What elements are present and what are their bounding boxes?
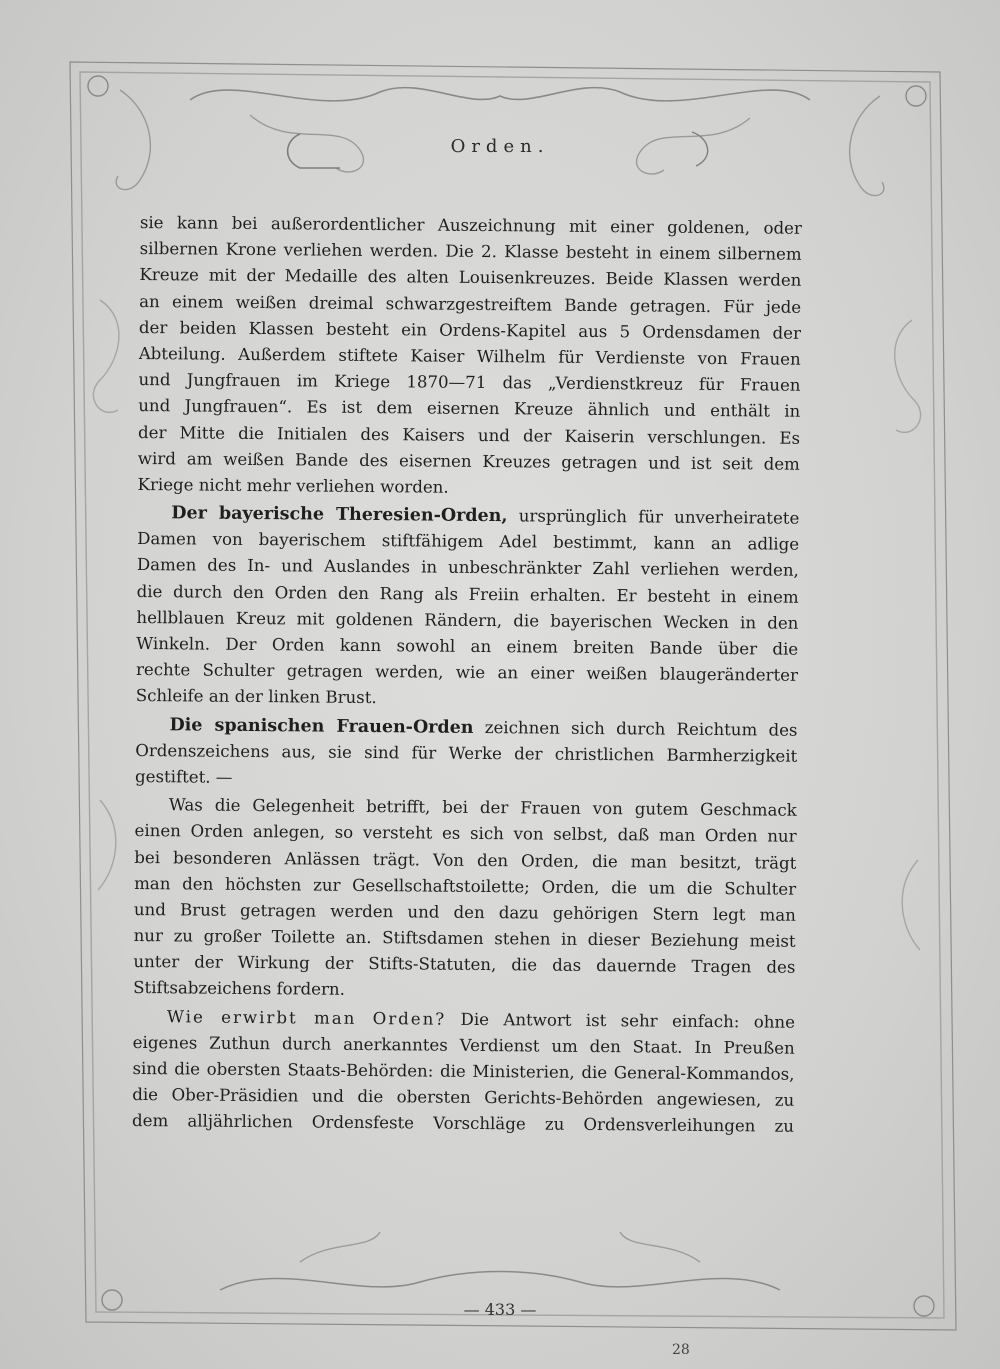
text-line: Schleife an der linken Brust. bbox=[135, 686, 377, 708]
text-line: man den höchsten zur Gesellschaftstoilette; Orden, die um die Schulter bbox=[134, 873, 797, 899]
paragraph-2 bbox=[136, 500, 800, 715]
text-line: Stiftsabzeichens fordern. bbox=[133, 978, 346, 1000]
text-run: ursprünglich für unverheiratete bbox=[518, 506, 800, 528]
running-head: Orden. bbox=[450, 136, 550, 157]
text-line: Kriege nicht mehr verliehen worden. bbox=[137, 474, 449, 497]
text-line: Winkeln. Der Orden kann sowohl an einem breiten Bande über die bbox=[136, 633, 799, 659]
text-line: dem alljährlichen Ordensfeste Vorschläge zu Ordensverleihungen zu bbox=[131, 1111, 795, 1137]
text-line: Damen von bayerischem stiftfähigem Adel bestimmt, kann an adlige bbox=[137, 529, 800, 555]
text-line: hellblauen Kreuz mit goldenen Rändern, die bayerischen Wecken in den bbox=[136, 607, 799, 633]
signature-mark: 28 bbox=[672, 1342, 690, 1358]
paragraph-5 bbox=[132, 1004, 795, 1141]
spaced-question: Wie erwirbt man Orden? bbox=[166, 1006, 447, 1029]
text-line: und Jungfrauen“. Es ist dem eisernen Kreuze ähnlich und enthält in bbox=[138, 396, 801, 422]
text-line: sie kann bei außerordentlicher Auszeichnung mit einer goldenen, oder bbox=[139, 212, 802, 238]
text-line: die Ober-Präsidien und die obersten Gerichts-Behörden angewiesen, zu bbox=[132, 1085, 795, 1110]
section-heading: Die spanischen Frauen-Orden bbox=[169, 714, 474, 738]
text-line: Abteilung. Außerdem stiftete Kaiser Wilhelm für Verdienste von Frauen bbox=[138, 343, 801, 369]
text-line: bei besonderen Anlässen trägt. Von den Orden, die man besitzt, trägt bbox=[134, 847, 797, 873]
page-number: — 433 — bbox=[463, 1300, 537, 1319]
text-line: die durch den Orden den Rang als Freiin erhalten. Er besteht in einem bbox=[136, 581, 799, 607]
paragraph-3 bbox=[135, 712, 798, 796]
text-line: wird am weißen Bande des eisernen Kreuzes getragen und ist seit dem bbox=[137, 448, 800, 474]
text-line: Ordenszeichens aus, sie sind für Werke der christlichen Barmherzigkeit bbox=[135, 740, 798, 766]
text-run: Die Antwort ist sehr einfach: ohne bbox=[460, 1009, 796, 1032]
text-line: Kreuze mit der Medaille des alten Louisenkreuzes. Beide Klassen werden bbox=[139, 265, 802, 291]
text-line: silbernen Krone verliehen werden. Die 2. Klasse besteht in einem silbernem bbox=[139, 239, 802, 264]
text-run: zeichnen sich durch Reichtum des bbox=[484, 717, 798, 740]
text-line: eigenes Zuthun durch anerkanntes Verdienst um den Staat. In Preußen bbox=[132, 1032, 795, 1058]
text-line: Was die Gelegenheit betrifft, bei der Frauen von gutem Geschmack bbox=[168, 795, 797, 820]
text-line: und Jungfrauen im Kriege 1870—71 das „Verdienstkreuz für Frauen bbox=[138, 370, 801, 395]
paragraph-1 bbox=[137, 210, 801, 504]
text-line: der beiden Klassen besteht ein Ordens-Kapitel aus 5 Ordensdamen der bbox=[138, 317, 802, 343]
paragraph-4 bbox=[133, 792, 797, 1007]
text-line: rechte Schulter getragen werden, wie an einer weißen blaugeränderter bbox=[135, 660, 799, 685]
text-line: der Mitte die Initialen des Kaisers und der Kaiserin verschlungen. Es bbox=[137, 422, 801, 448]
text-line: nur zu großer Toilette an. Stiftsdamen stehen in dieser Beziehung meist bbox=[133, 926, 796, 951]
text-line: gestiftet. — bbox=[134, 766, 233, 787]
text-line: Damen des In- und Auslandes in unbeschränkter Zahl verliehen werden, bbox=[136, 555, 799, 581]
text-line: unter der Wirkung der Stifts-Statuten, die das dauernde Tragen des bbox=[133, 952, 796, 977]
text-line: sind die obersten Staats-Behörden: die Ministerien, die General-Kommandos, bbox=[132, 1058, 795, 1084]
text-line: und Brust getragen werden und den dazu gehörigen Stern legt man bbox=[133, 899, 796, 925]
section-heading: Der bayerische Theresien-Orden, bbox=[171, 503, 508, 527]
text-line: einen Orden anlegen, so versteht es sich von selbst, daß man Orden nur bbox=[134, 821, 797, 847]
text-line: an einem weißen dreimal schwarzgestreiftem Bande getragen. Für jede bbox=[139, 291, 802, 317]
body-text bbox=[132, 210, 802, 1140]
